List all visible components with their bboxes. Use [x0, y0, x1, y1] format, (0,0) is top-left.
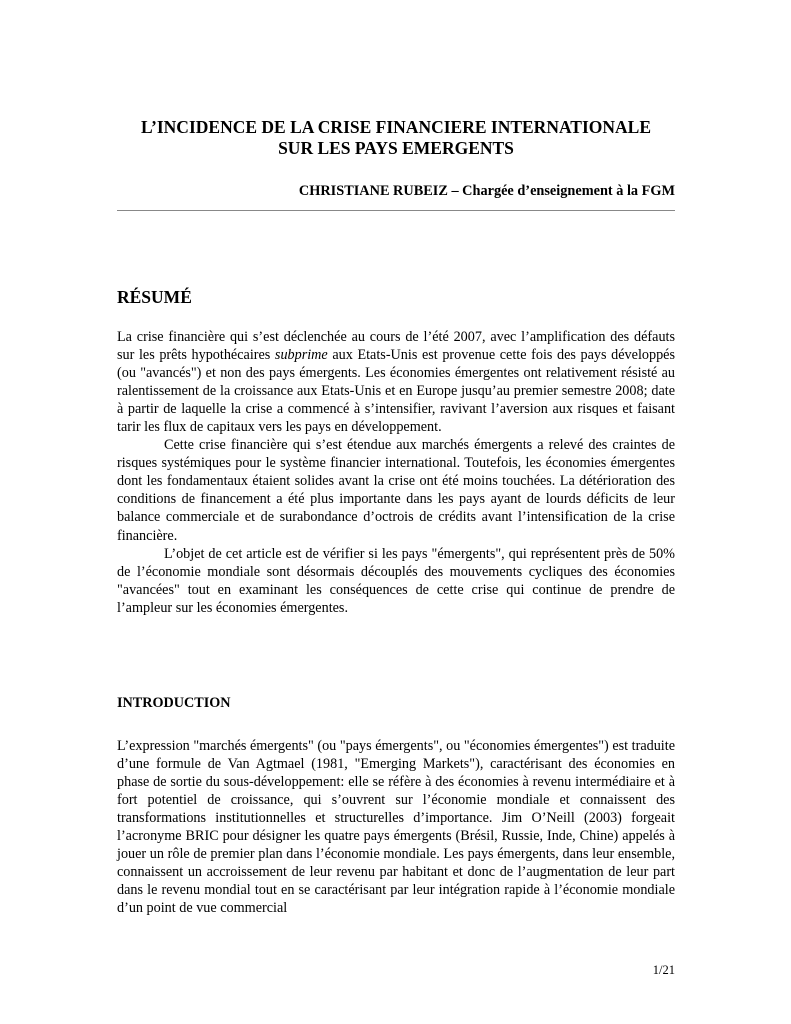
page-number: 1/21 — [652, 963, 675, 977]
resume-paragraph-2: Cette crise financière qui s’est étendue aux marchés émergents a relevé des craintes de risques systémiques pour le système financier international. Toutefois, les économies émergentes dont les fondamentaux étaient solides avant la crise ont été moins touchées. La détérioration des conditions de financement a été plus importante dans les pays ayant de lourds déficits de leur balance commerciale et de surabondance d’octrois de crédits avant l’intensification de la crise financière. — [117, 437, 675, 544]
resume-p1-text-start: La crise financière qui s’est déclenchée au cours de l’été 2007, avec l’amplification des défauts sur les prêts hypothécaires — [117, 329, 675, 364]
document-title — [117, 117, 675, 159]
author-line: CHRISTIANE RUBEIZ – Chargée d’enseignement à la FGM — [298, 183, 675, 199]
resume-heading: RÉSUMÉ — [117, 287, 192, 307]
resume-p1-text-end: aux Etats-Unis est provenue cette fois des pays développés (ou "avancés") et non des pays émergents. Les économies émergentes ont relativement résisté au ralentissement de la croissance aux Etats-Unis et en Europe jusqu’au premier semestre 2008; date à partir de laquelle la crise a commencé à s’intensifier, ravivant l’aversion aux risques et faisant tarir les flux de capitaux vers les pays en développement. — [117, 347, 675, 436]
title-line-2: SUR LES PAYS EMERGENTS — [278, 138, 514, 158]
introduction-paragraph-1: L’expression "marchés émergents" (ou "pays émergents", ou "économies émergentes") est traduite d’une formule de Van Agtmael (1981, "Emerging Markets"), caractérisant des économies en phase de sortie du sous-développement: elle se réfère à des économies à revenu intermédiaire et à fort potentiel de croissance, qui s’ouvrent sur l’économie mondiale et connaissent des transformations institutionnelles et structurelles d’importance. Jim O’Neill (2003) forgeait l’acronyme BRIC pour désigner les quatre pays émergents (Brésil, Russie, Inde, Chine) appelés à jouer un rôle de premier plan dans l’économie mondiale. Les pays émergents, dans leur ensemble, connaissent un accroissement de leur revenu par habitant et donc de l’augmentation de leur part dans le revenu mondial tout en se caractérisant par leur intégration rapide à l’économie mondiale d’un point de vue commercial — [117, 738, 675, 917]
resume-section — [117, 328, 675, 617]
introduction-heading: INTRODUCTION — [117, 695, 231, 711]
introduction-section — [117, 737, 675, 917]
resume-paragraph-1 — [117, 328, 675, 436]
header-divider — [117, 210, 675, 211]
title-line-1: L’INCIDENCE DE LA CRISE FINANCIERE INTERNATIONALE — [140, 117, 652, 137]
resume-p1-italic-term: subprime — [274, 347, 328, 364]
resume-paragraph-3: L’objet de cet article est de vérifier si les pays "émergents", qui représentent près de 50% de l’économie mondiale sont désormais découplés des mouvements cycliques des économies "avancées" tout en examinant les conséquences de cette crise qui continue de prendre de l’ampleur sur les économies émergentes. — [117, 545, 675, 616]
